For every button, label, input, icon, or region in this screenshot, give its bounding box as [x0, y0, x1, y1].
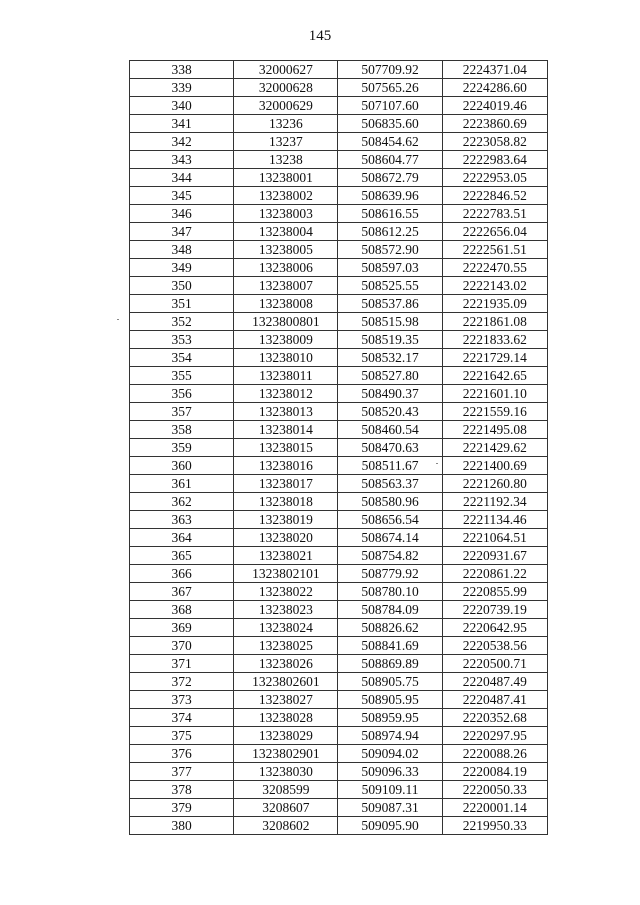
point-code-cell: 3208599: [234, 781, 338, 799]
y-coordinate-cell: 2222983.64: [442, 151, 547, 169]
point-number-cell: 345: [130, 187, 234, 205]
table-row: [130, 475, 548, 493]
table-row: [130, 151, 548, 169]
y-coordinate-cell: 2220001.14: [442, 799, 547, 817]
point-number-cell: 375: [130, 727, 234, 745]
x-coordinate-cell: 508784.09: [338, 601, 442, 619]
y-coordinate-cell: 2222953.05: [442, 169, 547, 187]
table-row: [130, 565, 548, 583]
y-coordinate-cell: 2221601.10: [442, 385, 547, 403]
y-coordinate-cell: 2222143.02: [442, 277, 547, 295]
point-code-cell: 13237: [234, 133, 338, 151]
point-number-cell: 352: [130, 313, 234, 331]
table-body: [130, 61, 548, 835]
point-number-cell: 343: [130, 151, 234, 169]
x-coordinate-cell: 508826.62: [338, 619, 442, 637]
point-number-cell: 359: [130, 439, 234, 457]
x-coordinate-cell: 508616.55: [338, 205, 442, 223]
point-number-cell: 344: [130, 169, 234, 187]
x-coordinate-cell: 508780.10: [338, 583, 442, 601]
table-row: [130, 187, 548, 205]
y-coordinate-cell: 2221729.14: [442, 349, 547, 367]
table-row: [130, 403, 548, 421]
point-code-cell: 13238010: [234, 349, 338, 367]
x-coordinate-cell: 506835.60: [338, 115, 442, 133]
point-code-cell: 13238028: [234, 709, 338, 727]
y-coordinate-cell: 2220050.33: [442, 781, 547, 799]
y-coordinate-cell: 2220084.19: [442, 763, 547, 781]
table-row: [130, 745, 548, 763]
y-coordinate-cell: 2220487.49: [442, 673, 547, 691]
y-coordinate-cell: 2220088.26: [442, 745, 547, 763]
y-coordinate-cell: 2220861.22: [442, 565, 547, 583]
point-number-cell: 339: [130, 79, 234, 97]
point-code-cell: 13238023: [234, 601, 338, 619]
table-row: [130, 727, 548, 745]
x-coordinate-cell: 508580.96: [338, 493, 442, 511]
point-code-cell: 13238009: [234, 331, 338, 349]
table-row: [130, 439, 548, 457]
point-code-cell: 13238007: [234, 277, 338, 295]
table-row: [130, 115, 548, 133]
table-row: [130, 493, 548, 511]
point-code-cell: 13238021: [234, 547, 338, 565]
y-coordinate-cell: 2220855.99: [442, 583, 547, 601]
x-coordinate-cell: 508974.94: [338, 727, 442, 745]
point-number-cell: 340: [130, 97, 234, 115]
x-coordinate-cell: 508520.43: [338, 403, 442, 421]
coordinates-table: [129, 60, 548, 835]
y-coordinate-cell: 2219950.33: [442, 817, 547, 835]
x-coordinate-cell: 508869.89: [338, 655, 442, 673]
y-coordinate-cell: 2222470.55: [442, 259, 547, 277]
point-code-cell: 13238025: [234, 637, 338, 655]
point-code-cell: 13238022: [234, 583, 338, 601]
y-coordinate-cell: 2224371.04: [442, 61, 547, 79]
point-code-cell: 13238002: [234, 187, 338, 205]
x-coordinate-cell: 509109.11: [338, 781, 442, 799]
point-number-cell: 378: [130, 781, 234, 799]
x-coordinate-cell: 508532.17: [338, 349, 442, 367]
table-row: [130, 79, 548, 97]
x-coordinate-cell: 508525.55: [338, 277, 442, 295]
y-coordinate-cell: 2221134.46: [442, 511, 547, 529]
y-coordinate-cell: 2221260.80: [442, 475, 547, 493]
y-coordinate-cell: 2223058.82: [442, 133, 547, 151]
x-coordinate-cell: 509094.02: [338, 745, 442, 763]
table-row: [130, 223, 548, 241]
point-number-cell: 371: [130, 655, 234, 673]
y-coordinate-cell: 2220931.67: [442, 547, 547, 565]
table-row: [130, 691, 548, 709]
point-number-cell: 379: [130, 799, 234, 817]
point-code-cell: 13238024: [234, 619, 338, 637]
table-row: [130, 313, 548, 331]
x-coordinate-cell: 508674.14: [338, 529, 442, 547]
x-coordinate-cell: 508537.86: [338, 295, 442, 313]
point-number-cell: 362: [130, 493, 234, 511]
y-coordinate-cell: 2220352.68: [442, 709, 547, 727]
y-coordinate-cell: 2220739.19: [442, 601, 547, 619]
x-coordinate-cell: 507709.92: [338, 61, 442, 79]
point-code-cell: 13238001: [234, 169, 338, 187]
point-number-cell: 346: [130, 205, 234, 223]
x-coordinate-cell: 508460.54: [338, 421, 442, 439]
y-coordinate-cell: 2220500.71: [442, 655, 547, 673]
table-row: [130, 205, 548, 223]
table-row: [130, 619, 548, 637]
point-number-cell: 367: [130, 583, 234, 601]
table-row: [130, 601, 548, 619]
point-code-cell: 13238017: [234, 475, 338, 493]
y-coordinate-cell: 2224286.60: [442, 79, 547, 97]
table-row: [130, 133, 548, 151]
point-number-cell: 364: [130, 529, 234, 547]
table-row: [130, 637, 548, 655]
y-coordinate-cell: 2221935.09: [442, 295, 547, 313]
x-coordinate-cell: 508519.35: [338, 331, 442, 349]
x-coordinate-cell: 508454.62: [338, 133, 442, 151]
point-code-cell: 13238014: [234, 421, 338, 439]
page-number: 145: [308, 28, 332, 44]
table-row: [130, 457, 548, 475]
x-coordinate-cell: 508470.63: [338, 439, 442, 457]
table-row: [130, 259, 548, 277]
point-code-cell: 13238006: [234, 259, 338, 277]
point-code-cell: 13236: [234, 115, 338, 133]
table-row: [130, 385, 548, 403]
point-number-cell: 356: [130, 385, 234, 403]
point-code-cell: 13238029: [234, 727, 338, 745]
point-number-cell: 372: [130, 673, 234, 691]
point-code-cell: 13238030: [234, 763, 338, 781]
point-code-cell: 32000628: [234, 79, 338, 97]
point-code-cell: 1323802101: [234, 565, 338, 583]
table-row: [130, 331, 548, 349]
point-code-cell: 13238018: [234, 493, 338, 511]
point-code-cell: 13238019: [234, 511, 338, 529]
point-code-cell: 1323800801: [234, 313, 338, 331]
table-row: [130, 763, 548, 781]
table-row: [130, 547, 548, 565]
table-row: [130, 583, 548, 601]
y-coordinate-cell: 2221429.62: [442, 439, 547, 457]
y-coordinate-cell: 2222783.51: [442, 205, 547, 223]
point-number-cell: 358: [130, 421, 234, 439]
table-row: [130, 97, 548, 115]
y-coordinate-cell: 2220487.41: [442, 691, 547, 709]
y-coordinate-cell: 2220642.95: [442, 619, 547, 637]
x-coordinate-cell: 508597.03: [338, 259, 442, 277]
point-number-cell: 376: [130, 745, 234, 763]
x-coordinate-cell: 509095.90: [338, 817, 442, 835]
point-code-cell: 3208602: [234, 817, 338, 835]
x-coordinate-cell: 508511.67: [338, 457, 442, 475]
x-coordinate-cell: 507565.26: [338, 79, 442, 97]
y-coordinate-cell: 2220297.95: [442, 727, 547, 745]
y-coordinate-cell: 2223860.69: [442, 115, 547, 133]
x-coordinate-cell: 509087.31: [338, 799, 442, 817]
x-coordinate-cell: 508905.95: [338, 691, 442, 709]
table-row: [130, 349, 548, 367]
point-number-cell: 351: [130, 295, 234, 313]
table-row: [130, 709, 548, 727]
point-number-cell: 365: [130, 547, 234, 565]
point-code-cell: 1323802601: [234, 673, 338, 691]
x-coordinate-cell: 508841.69: [338, 637, 442, 655]
x-coordinate-cell: 509096.33: [338, 763, 442, 781]
point-code-cell: 13238011: [234, 367, 338, 385]
x-coordinate-cell: 508639.96: [338, 187, 442, 205]
x-coordinate-cell: 507107.60: [338, 97, 442, 115]
point-number-cell: 373: [130, 691, 234, 709]
table-row: [130, 781, 548, 799]
x-coordinate-cell: 508604.77: [338, 151, 442, 169]
point-number-cell: 363: [130, 511, 234, 529]
point-code-cell: 13238020: [234, 529, 338, 547]
point-number-cell: 338: [130, 61, 234, 79]
table-row: [130, 277, 548, 295]
table-row: [130, 655, 548, 673]
table-row: [130, 817, 548, 835]
y-coordinate-cell: 2221192.34: [442, 493, 547, 511]
point-code-cell: 13238004: [234, 223, 338, 241]
point-code-cell: 13238008: [234, 295, 338, 313]
point-code-cell: 3208607: [234, 799, 338, 817]
point-number-cell: 350: [130, 277, 234, 295]
table-row: [130, 529, 548, 547]
table-row: [130, 169, 548, 187]
y-coordinate-cell: 2221559.16: [442, 403, 547, 421]
point-code-cell: 13238005: [234, 241, 338, 259]
x-coordinate-cell: 508779.92: [338, 565, 442, 583]
point-code-cell: 13238015: [234, 439, 338, 457]
point-number-cell: 355: [130, 367, 234, 385]
y-coordinate-cell: 2221861.08: [442, 313, 547, 331]
x-coordinate-cell: 508672.79: [338, 169, 442, 187]
point-code-cell: 13238012: [234, 385, 338, 403]
y-coordinate-cell: 2221833.62: [442, 331, 547, 349]
point-number-cell: 369: [130, 619, 234, 637]
table-row: [130, 241, 548, 259]
point-code-cell: 13238013: [234, 403, 338, 421]
y-coordinate-cell: 2221495.08: [442, 421, 547, 439]
point-code-cell: 13238026: [234, 655, 338, 673]
point-number-cell: 342: [130, 133, 234, 151]
scan-speck: [117, 319, 119, 320]
point-number-cell: 380: [130, 817, 234, 835]
point-number-cell: 374: [130, 709, 234, 727]
point-number-cell: 349: [130, 259, 234, 277]
x-coordinate-cell: 508515.98: [338, 313, 442, 331]
point-code-cell: 13238016: [234, 457, 338, 475]
point-number-cell: 370: [130, 637, 234, 655]
x-coordinate-cell: 508563.37: [338, 475, 442, 493]
point-number-cell: 357: [130, 403, 234, 421]
point-number-cell: 348: [130, 241, 234, 259]
point-number-cell: 377: [130, 763, 234, 781]
point-number-cell: 366: [130, 565, 234, 583]
point-code-cell: 13238003: [234, 205, 338, 223]
table-row: [130, 673, 548, 691]
y-coordinate-cell: 2220538.56: [442, 637, 547, 655]
point-code-cell: 13238: [234, 151, 338, 169]
point-number-cell: 341: [130, 115, 234, 133]
x-coordinate-cell: 508959.95: [338, 709, 442, 727]
y-coordinate-cell: 2222561.51: [442, 241, 547, 259]
y-coordinate-cell: 2221064.51: [442, 529, 547, 547]
x-coordinate-cell: 508612.25: [338, 223, 442, 241]
x-coordinate-cell: 508490.37: [338, 385, 442, 403]
x-coordinate-cell: 508572.90: [338, 241, 442, 259]
point-number-cell: 361: [130, 475, 234, 493]
y-coordinate-cell: 2224019.46: [442, 97, 547, 115]
point-number-cell: 360: [130, 457, 234, 475]
table-row: [130, 421, 548, 439]
y-coordinate-cell: 2221400.69: [442, 457, 547, 475]
point-number-cell: 347: [130, 223, 234, 241]
point-number-cell: 354: [130, 349, 234, 367]
x-coordinate-cell: 508905.75: [338, 673, 442, 691]
x-coordinate-cell: 508527.80: [338, 367, 442, 385]
x-coordinate-cell: 508754.82: [338, 547, 442, 565]
point-code-cell: 32000627: [234, 61, 338, 79]
point-code-cell: 32000629: [234, 97, 338, 115]
point-code-cell: 13238027: [234, 691, 338, 709]
x-coordinate-cell: 508656.54: [338, 511, 442, 529]
table-row: [130, 367, 548, 385]
scan-speck: [436, 463, 438, 464]
y-coordinate-cell: 2222656.04: [442, 223, 547, 241]
table-row: [130, 295, 548, 313]
table-row: [130, 511, 548, 529]
table-row: [130, 799, 548, 817]
y-coordinate-cell: 2221642.65: [442, 367, 547, 385]
point-code-cell: 1323802901: [234, 745, 338, 763]
point-number-cell: 353: [130, 331, 234, 349]
y-coordinate-cell: 2222846.52: [442, 187, 547, 205]
table-row: [130, 61, 548, 79]
point-number-cell: 368: [130, 601, 234, 619]
